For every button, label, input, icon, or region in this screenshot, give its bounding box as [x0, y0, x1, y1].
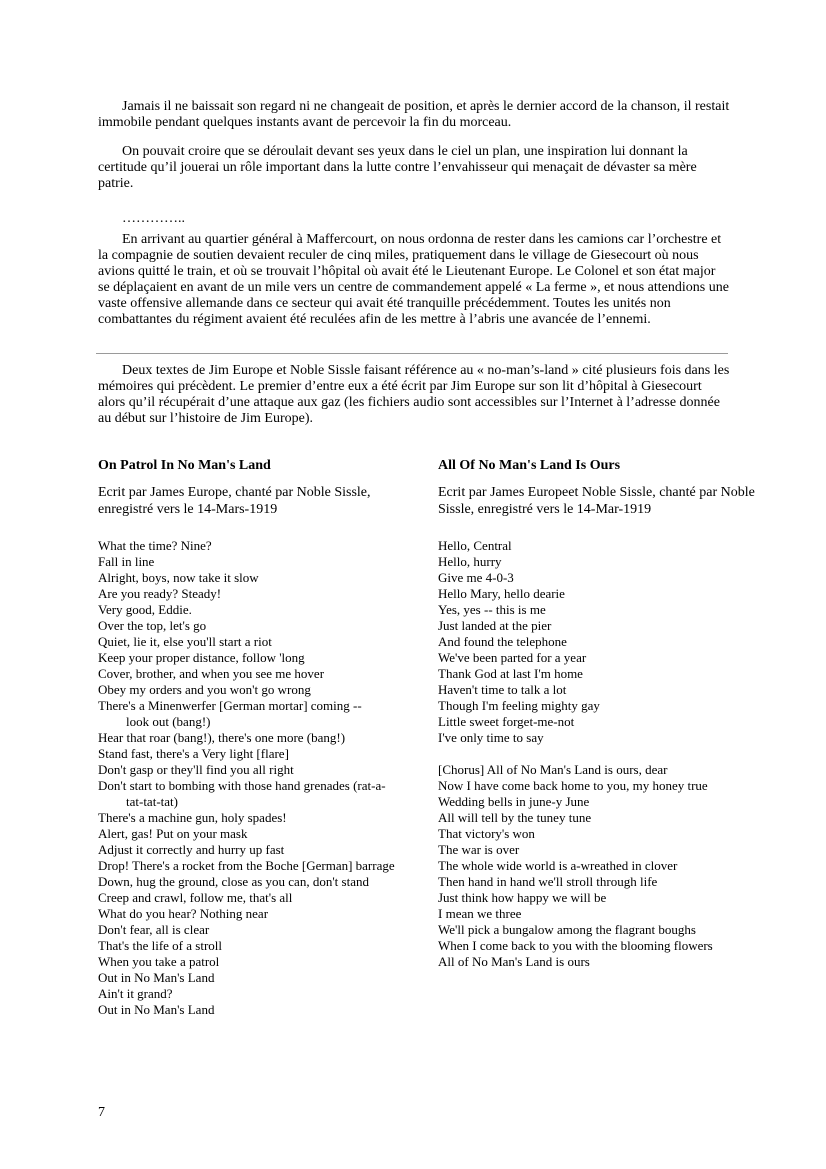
lyric-line: Over the top, let's go	[98, 618, 207, 633]
horizontal-rule	[96, 353, 728, 354]
lyric-line: Haven't time to talk a lot	[438, 682, 567, 697]
lyric-line: Creep and crawl, follow me, that's all	[98, 890, 293, 905]
lyric-line: Though I'm feeling mighty gay	[438, 698, 600, 713]
lyric-line: Hear that roar (bang!), there's one more (bang!)	[98, 730, 346, 745]
lyric-line: Hello Mary, hello dearie	[438, 586, 565, 601]
lyric-line: Don't fear, all is clear	[98, 922, 210, 937]
lyric-line: Then hand in hand we'll stroll through life	[438, 874, 658, 889]
song-lyrics	[438, 538, 758, 970]
paragraph-3	[98, 232, 730, 328]
lyric-line: There's a machine gun, holy spades!	[98, 810, 287, 825]
lyric-line: We'll pick a bungalow among the flagrant boughs	[438, 922, 696, 937]
song-credit: Ecrit par James Europe, chanté par Noble Sissle, enregistré vers le 14-Mars-1919	[98, 485, 371, 517]
lyric-line: Alert, gas! Put on your mask	[98, 826, 248, 841]
song-title: On Patrol In No Man's Land	[98, 458, 271, 473]
lyric-line: [Chorus] All of No Man's Land is ours, dear	[438, 762, 668, 777]
lyric-line: Don't start to bombing with those hand grenades (rat-a-	[98, 778, 386, 793]
lyric-line: Fall in line	[98, 554, 155, 569]
lyric-line: Stand fast, there's a Very light [flare]	[98, 746, 289, 761]
lyric-line: Keep your proper distance, follow 'long	[98, 650, 305, 665]
lyric-line: Out in No Man's Land	[98, 1002, 215, 1017]
lyric-line: All will tell by the tuney tune	[438, 810, 592, 825]
paragraph-2	[98, 144, 730, 192]
lyric-line: Obey my orders and you won't go wrong	[98, 682, 311, 697]
paragraph-1-text: Jamais il ne baissait son regard ni ne changeait de position, et après le dernier accord de la chanson, il restait immobile pendant quelques instants avant de percevoir la fin du morceau.	[98, 99, 730, 130]
lyric-line: look out (bang!)	[126, 714, 211, 729]
lyric-line: We've been parted for a year	[438, 650, 587, 665]
paragraph-4-text: Deux textes de Jim Europe et Noble Sissle faisant référence au « no-man’s-land » cité plusieurs fois dans les mémoires qui précèdent. Le premier d’entre eux a été écrit par Jim Europe sur son lit d’hôpital à Giesecourt alors qu’il récupérait d’une attaque aux gaz (les fichiers audio sont accessibles sur l’Internet à l’adresse donnée au début sur l’histoire de Jim Europe).	[98, 363, 730, 426]
paragraph-2-text: On pouvait croire que se déroulait devant ses yeux dans le ciel un plan, une inspiration lui donnant la certitude qu’il jouerai un rôle important dans la lutte contre l’envahisseur qui menaçait de dévaster sa mère patrie.	[98, 144, 697, 191]
lyric-line: Alright, boys, now take it slow	[98, 570, 259, 585]
song-credit: Ecrit par James Europeet Noble Sissle, chanté par Noble Sissle, enregistré vers le 14-Mar-1919	[438, 485, 755, 517]
song-column-right	[438, 458, 758, 970]
lyric-line: Hello, hurry	[438, 554, 502, 569]
lyric-line: What the time? Nine?	[98, 538, 212, 553]
lyric-line: Drop! There's a rocket from the Boche [German] barrage	[98, 858, 395, 873]
lyric-line: Out in No Man's Land	[98, 970, 215, 985]
lyric-line: Just think how happy we will be	[438, 890, 607, 905]
lyric-line: Wedding bells in june-y June	[438, 794, 590, 809]
stanza-gap	[438, 746, 758, 762]
lyric-line: Ain't it grand?	[98, 986, 173, 1001]
lyric-line: I've only time to say	[438, 730, 544, 745]
lyric-line: Just landed at the pier	[438, 618, 552, 633]
lyric-line: Adjust it correctly and hurry up fast	[98, 842, 285, 857]
lyric-line: tat-tat-tat)	[126, 794, 178, 809]
lyric-line: Are you ready? Steady!	[98, 586, 222, 601]
song-title: All Of No Man's Land Is Ours	[438, 458, 621, 473]
lyric-line: That's the life of a stroll	[98, 938, 223, 953]
lyric-line: Cover, brother, and when you see me hover	[98, 666, 325, 681]
lyric-line: When you take a patrol	[98, 954, 220, 969]
lyric-line: And found the telephone	[438, 634, 567, 649]
lyric-line: Very good, Eddie.	[98, 602, 192, 617]
lyric-line: The whole wide world is a-wreathed in clover	[438, 858, 678, 873]
lyric-line: Thank God at last I'm home	[438, 666, 583, 681]
lyric-line: The war is over	[438, 842, 520, 857]
lyric-line: Give me 4-0-3	[438, 570, 514, 585]
lyric-line: I mean we three	[438, 906, 522, 921]
lyric-line: What do you hear? Nothing near	[98, 906, 269, 921]
lyric-line: Hello, Central	[438, 538, 512, 553]
ellipsis-separator: …………..	[122, 211, 185, 226]
paragraph-3-text: En arrivant au quartier général à Maffercourt, on nous ordonna de rester dans les camions car l’orchestre et la compagnie de soutien devaient reculer de cinq miles, pratiquement dans le village de Giesecourt où nous avions quitté le train, et où se trouvait l’hôpital où avait été le Lieutenant Europe. Le Colonel et son état major se déplaçaient en avant de un mile vers un centre de commandement appelé « La ferme », et nous attendions une vaste offensive allemande dans ce secteur qui avait été tranquille précédemment. Toutes les unités non combattantes du régiment avaient été reculées afin de les mettre à l’abris une avancée de l’ennemi.	[98, 232, 729, 327]
lyric-line: Yes, yes -- this is me	[438, 602, 546, 617]
lyric-line: There's a Minenwerfer [German mortar] coming --	[98, 698, 362, 713]
paragraph-1	[98, 99, 730, 131]
lyric-line: That victory's won	[438, 826, 535, 841]
lyric-line: Quiet, lie it, else you'll start a riot	[98, 634, 272, 649]
song-column-left	[98, 458, 418, 1018]
lyric-line: When I come back to you with the blooming flowers	[438, 938, 713, 953]
song-lyrics	[98, 538, 418, 1018]
paragraph-4	[98, 363, 730, 427]
lyric-line: Don't gasp or they'll find you all right	[98, 762, 294, 777]
lyric-line: Down, hug the ground, close as you can, don't stand	[98, 874, 369, 889]
lyric-line: All of No Man's Land is ours	[438, 954, 590, 969]
lyric-line: Now I have come back home to you, my honey true	[438, 778, 708, 793]
lyric-line: Little sweet forget-me-not	[438, 714, 575, 729]
page-number: 7	[98, 1105, 105, 1120]
